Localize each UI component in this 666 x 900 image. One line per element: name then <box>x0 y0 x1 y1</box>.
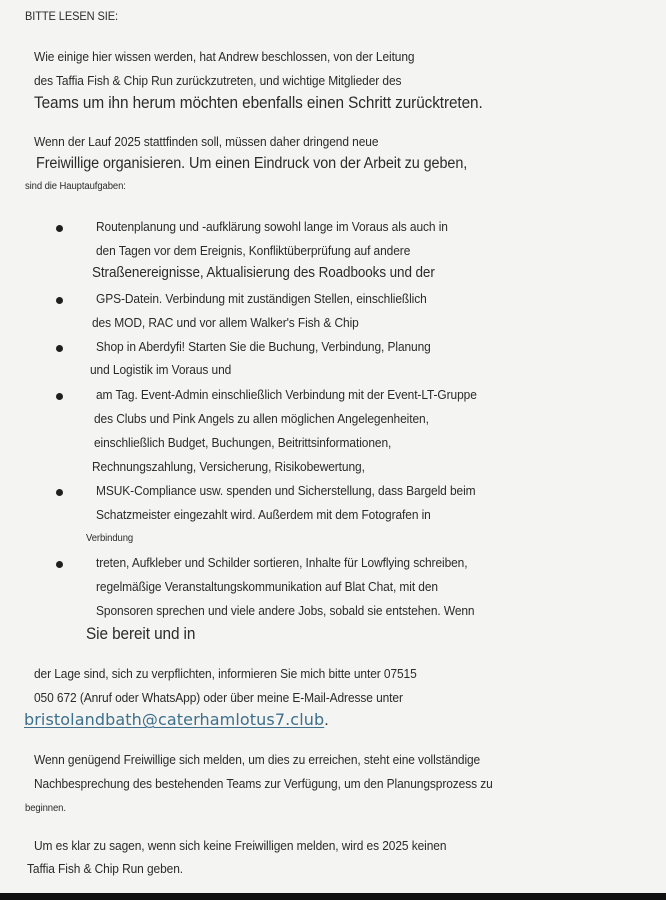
contact-line-2: 050 672 (Anruf oder WhatsApp) oder über meine E-Mail-Adresse unter <box>34 690 403 705</box>
task-line-12: MSUK-Compliance usw. spenden und Sicherstellung, dass Bargeld beim <box>96 483 476 498</box>
bullet-icon <box>56 489 63 496</box>
task-line-18: Sie bereit und in <box>86 625 196 643</box>
intro-line-1: Wie einige hier wissen werden, hat Andrew beschlossen, von der Leitung <box>34 49 415 64</box>
task-line-17: Sponsoren sprechen und viele andere Jobs, sobald sie entstehen. Wenn <box>96 603 475 618</box>
debrief-line-2: Nachbesprechung des bestehenden Teams zur Verfügung, um den Planungsprozess zu <box>34 776 493 791</box>
task-line-9: des Clubs und Pink Angels zu allen möglichen Angelegenheiten, <box>94 411 429 426</box>
bullet-icon <box>56 225 63 232</box>
email-period: . <box>324 712 329 729</box>
task-line-11: Rechnungszahlung, Versicherung, Risikobewertung, <box>92 459 365 474</box>
email-line <box>24 710 329 730</box>
email-link[interactable]: bristolandbath@caterhamlotus7.club <box>24 710 325 729</box>
bullet-icon <box>56 297 63 304</box>
need-line-2: Freiwillige organisieren. Um einen Eindruck von der Arbeit zu geben, <box>36 155 468 172</box>
closing-line-1: Um es klar zu sagen, wenn sich keine Freiwilligen melden, wird es 2025 keinen <box>34 838 447 853</box>
task-line-16: regelmäßige Veranstaltungskommunikation auf Blat Chat, mit den <box>96 579 438 594</box>
task-line-7: und Logistik im Voraus und <box>90 362 232 377</box>
task-line-15: treten, Aufkleber und Schilder sortieren, Inhalte für Lowflying schreiben, <box>96 555 468 570</box>
intro-line-2: des Taffia Fish & Chip Run zurückzutreten, und wichtige Mitglieder des <box>34 73 402 88</box>
task-line-5: des MOD, RAC und vor allem Walker's Fish & Chip <box>92 315 359 330</box>
task-line-10: einschließlich Budget, Buchungen, Beitrittsinformationen, <box>94 435 392 450</box>
task-line-4: GPS-Datein. Verbindung mit zuständigen Stellen, einschließlich <box>96 291 427 306</box>
task-line-6: Shop in Aberdyfi! Starten Sie die Buchung, Verbindung, Planung <box>96 339 431 354</box>
debrief-line-3: beginnen. <box>25 803 66 814</box>
debrief-line-1: Wenn genügend Freiwillige sich melden, um dies zu erreichen, steht eine vollständige <box>34 752 481 767</box>
closing-line-2: Taffia Fish & Chip Run geben. <box>27 861 184 876</box>
task-line-8: am Tag. Event-Admin einschließlich Verbindung mit der Event-LT-Gruppe <box>96 387 477 402</box>
bullet-icon <box>56 561 63 568</box>
task-line-3: Straßenereignisse, Aktualisierung des Roadbooks und der <box>92 265 435 281</box>
intro-line-3: Teams um ihn herum möchten ebenfalls einen Schritt zurücktreten. <box>34 94 483 112</box>
task-line-2: den Tagen vor dem Ereignis, Konfliktüberprüfung auf andere <box>96 243 411 258</box>
need-line-3: sind die Hauptaufgaben: <box>25 181 126 192</box>
bullet-icon <box>56 345 63 352</box>
document-header: BITTE LESEN SIE: <box>25 9 119 23</box>
task-line-1: Routenplanung und -aufklärung sowohl lange im Voraus als auch in <box>96 219 448 234</box>
bullet-icon <box>56 393 63 400</box>
task-line-14: Verbindung <box>86 533 134 544</box>
contact-line-1: der Lage sind, sich zu verpflichten, informieren Sie mich bitte unter 07515 <box>34 666 417 681</box>
need-line-1: Wenn der Lauf 2025 stattfinden soll, müssen daher dringend neue <box>34 134 379 149</box>
bottom-edge-bar <box>0 893 666 900</box>
task-line-13: Schatzmeister eingezahlt wird. Außerdem mit dem Fotografen in <box>96 507 431 522</box>
